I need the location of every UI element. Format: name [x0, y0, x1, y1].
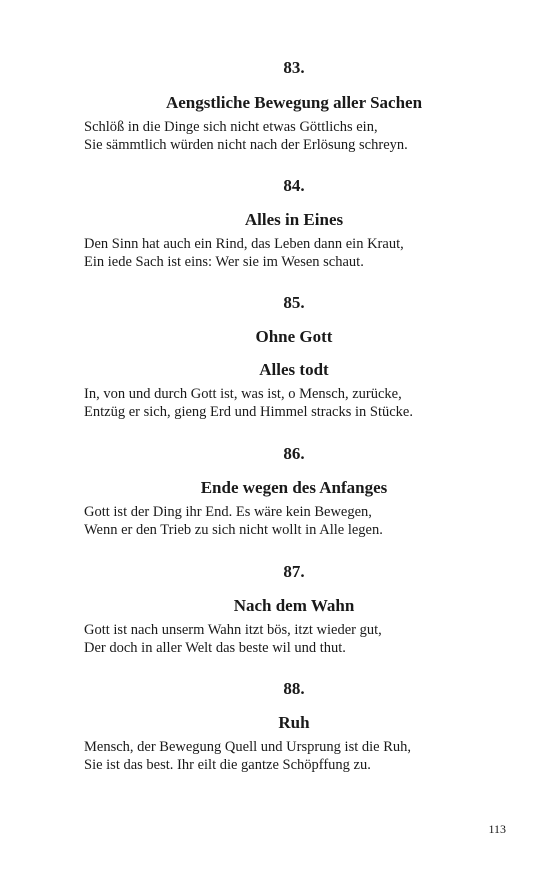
verse-line: Den Sinn hat auch ein Rind, das Leben dann ein Kraut, [84, 236, 404, 252]
epigram-number: 87. [283, 562, 305, 581]
epigram-verse [84, 118, 408, 154]
epigram-title: Alles in Eines [244, 210, 344, 229]
verse-line: Wenn er den Trieb zu sich nicht wollt in Alle legen. [84, 522, 383, 538]
verse-line: Der doch in aller Welt das beste wil und thut. [84, 640, 346, 656]
epigram-number: 85. [283, 293, 305, 312]
epigram-number: 84. [283, 176, 305, 195]
epigram-verse [84, 621, 382, 657]
verse-line: Sie sämmtlich würden nicht nach der Erlösung schreyn. [84, 137, 408, 153]
verse-line: Schlöß in die Dinge sich nicht etwas Göttlichs ein, [84, 119, 378, 135]
verse-line: Gott ist nach unserm Wahn itzt bös, itzt wieder gut, [84, 622, 382, 638]
epigram-title: Nach dem Wahn [233, 596, 355, 615]
epigram-verse [84, 385, 413, 421]
verse-line: In, von und durch Gott ist, was ist, o Mensch, zurücke, [84, 386, 402, 402]
epigram-title: Ende wegen des Anfanges [200, 478, 388, 497]
epigram-number: 86. [283, 444, 305, 463]
epigram-number: 88. [283, 679, 305, 698]
epigram-verse [84, 503, 383, 539]
epigram-verse [84, 235, 404, 271]
epigram-title: Ruh [278, 713, 310, 732]
epigram-number: 83. [283, 58, 305, 77]
epigram-title: Ohne Gott [255, 327, 333, 346]
verse-line: Ein iede Sach ist eins: Wer sie im Wesen schaut. [84, 254, 364, 270]
verse-line: Sie ist das best. Ihr eilt die gantze Schöpffung zu. [84, 757, 371, 773]
epigram-title: Aengstliche Bewegung aller Sachen [165, 93, 423, 112]
verse-line: Gott ist der Ding ihr End. Es wäre kein Bewegen, [84, 504, 372, 520]
epigram-subtitle: Alles todt [259, 360, 329, 379]
epigram-verse [84, 738, 411, 774]
page-number: 113 [488, 822, 506, 836]
verse-line: Mensch, der Bewegung Quell und Ursprung ist die Ruh, [84, 739, 412, 755]
verse-line: Entzüg er sich, gieng Erd und Himmel stracks in Stücke. [84, 404, 413, 420]
